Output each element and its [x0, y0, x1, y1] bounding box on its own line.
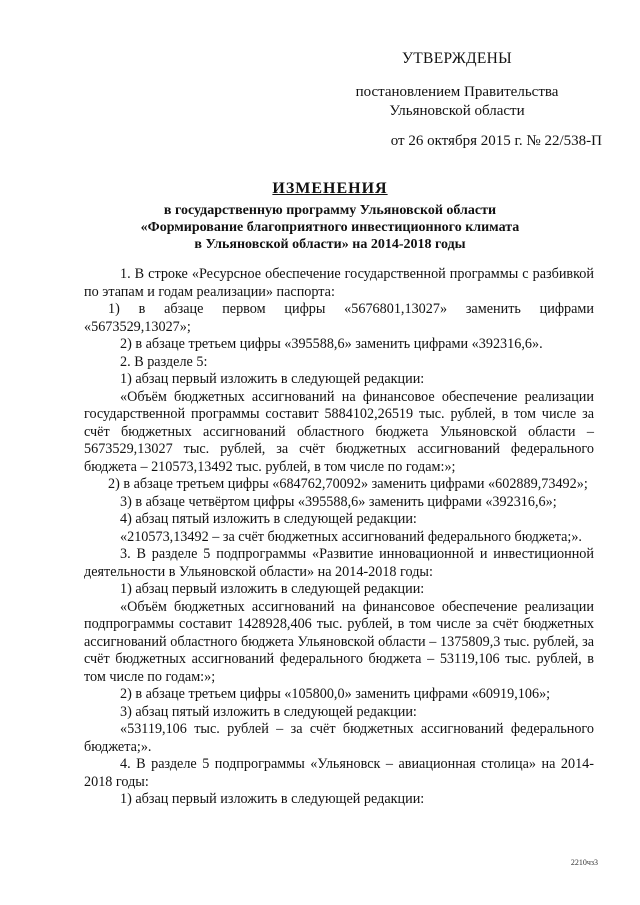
paragraph: 1) в абзаце первом цифры «5676801,13027» заменить цифрами «5673529,13027»; — [84, 301, 594, 335]
approval-date: от 26 октября 2015 г. № 22/538-П — [390, 133, 602, 149]
paragraph: «Объём бюджетных ассигнований на финансовое обеспечение реализации подпрограммы составит 1428928,406 тыс. рублей, в том числе за счёт бюджетных ассигнований областного бюджета Ульяновской области – 1375809,3 тыс. рублей, за счёт бюджетных ассигнований федерального бюджета – 53119,106 тыс. рублей, в том числе по годам:»; — [84, 598, 594, 685]
paragraph: 2. В разделе 5: — [120, 353, 208, 370]
paragraph: «210573,13492 – за счёт бюджетных ассигнований федерального бюджета;». — [120, 528, 582, 545]
document-heading — [60, 180, 600, 253]
paragraph: «53119,106 тыс. рублей – за счёт бюджетных ассигнований федерального бюджета;». — [84, 721, 594, 755]
approval-issuer-line1: постановлением Правительства — [355, 84, 559, 100]
heading-line-2: «Формирование благоприятного инвестиционного климата — [140, 220, 520, 235]
paragraph: «Объём бюджетных ассигнований на финансовое обеспечение реализации государственной программы составит 5884102,26519 тыс. рублей, в том числе за счёт бюджетных ассигнований областного бюджета Ульяновской области – 5673529,13027 тыс. рублей, за счёт бюджетных ассигнований федерального бюджета – 210573,13492 тыс. рублей, в том числе по годам:»; — [84, 388, 594, 475]
heading-line-3: в Ульяновской области» на 2014-2018 годы — [194, 237, 466, 252]
approval-block — [322, 50, 602, 150]
paragraph: 3) в абзаце четвёртом цифры «395588,6» заменить цифрами «392316,6»; — [120, 493, 557, 510]
paragraph: 1) абзац первый изложить в следующей редакции: — [120, 371, 425, 387]
approval-title: УТВЕРЖДЕНЫ — [402, 50, 512, 67]
heading-line-1: в государственную программу Ульяновской области — [163, 203, 497, 218]
paragraph: 3. В разделе 5 подпрограммы «Развитие инновационной и инвестиционной деятельности в Ульяновской области» на 2014-2018 годы: — [84, 546, 594, 580]
paragraph: 1. В строке «Ресурсное обеспечение государственной программы с разбивкой по этапам и годам реализации» паспорта: — [84, 266, 594, 300]
paragraph: 1) абзац первый изложить в следующей редакции: — [120, 581, 425, 597]
paragraph: 4) абзац пятый изложить в следующей редакции: — [120, 511, 417, 527]
approval-issuer-line2: Ульяновской области — [389, 103, 525, 119]
paragraph: 2) в абзаце третьем цифры «395588,6» заменить цифрами «392316,6». — [120, 336, 543, 352]
paragraph: 4. В разделе 5 подпрограммы «Ульяновск – авиационная столица» на 2014-2018 годы: — [84, 756, 594, 790]
paragraph: 2) в абзаце третьем цифры «105800,0» заменить цифрами «60919,106»; — [120, 686, 551, 702]
document-code: 2210чз3 — [570, 858, 598, 867]
paragraph: 3) абзац пятый изложить в следующей редакции: — [120, 703, 417, 720]
document-title: ИЗМЕНЕНИЯ — [272, 180, 388, 197]
paragraph: 1) абзац первый изложить в следующей редакции: — [120, 791, 425, 807]
paragraph: 2) в абзаце третьем цифры «684762,70092» заменить цифрами «602889,73492»; — [108, 476, 588, 492]
document-body — [84, 266, 594, 809]
